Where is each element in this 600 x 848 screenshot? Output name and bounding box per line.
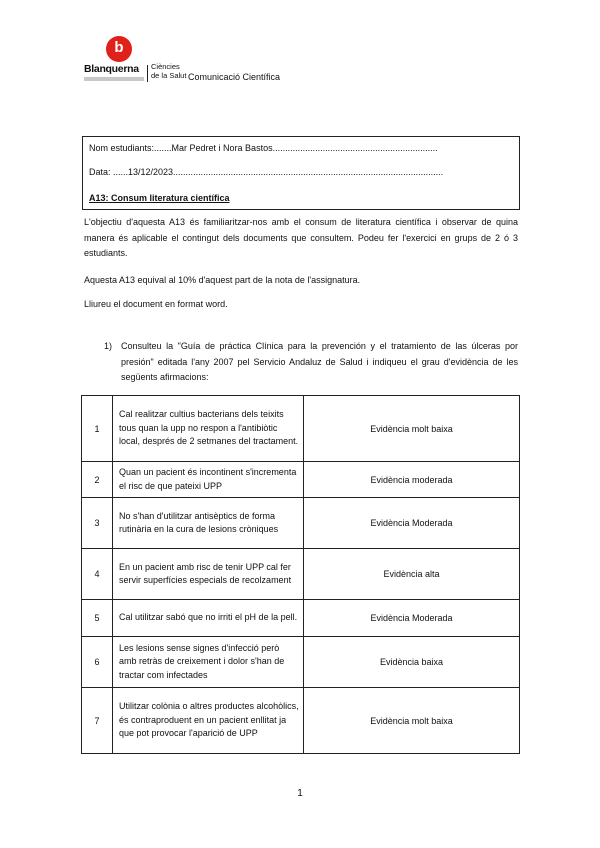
header-divider [147,65,148,82]
row-number: 2 [82,462,113,498]
row-evidence: Evidència Moderada [304,600,520,637]
row-evidence: Evidència molt baixa [304,396,520,462]
table-row [82,637,520,688]
intro-paragraph: L'objectiu d'aquesta A13 és familiaritzar-nos amb el consum de literatura científica i observar de quina manera és aplicable el contingut dels documents que consultem. Podeu fer l'exercici en grups de 2 ó 3 estudiants. [84,217,518,258]
table-row [82,462,520,498]
brand-subline [84,77,144,81]
row-evidence: Evidència Moderada [304,498,520,549]
row-number: 4 [82,549,113,600]
date-field: Data: ......13/12/2023............................................................................................................ [89,167,444,177]
faculty-name [151,63,186,80]
row-statement: Quan un pacient és incontinent s'incrementa el risc de que pateixi UPP [113,462,304,498]
students-field: Nom estudiants:.......Mar Pedret i Nora Bastos.................................................................. [89,143,438,153]
row-number: 3 [82,498,113,549]
student-info-box [82,136,520,210]
row-evidence: Evidència moderada [304,462,520,498]
row-number: 7 [82,688,113,754]
row-evidence: Evidència baixa [304,637,520,688]
faculty-line1: Ciències [151,62,180,71]
logo-letter: b [114,39,124,56]
activity-title: A13: Consum literatura científica [89,193,230,203]
row-statement: Cal realitzar cultius bacterians dels teixits tous quan la upp no respon a l'antibiòtic local, després de 2 setmanes del tractament. [113,396,304,462]
row-number: 6 [82,637,113,688]
blanquerna-logo-icon [106,36,132,62]
table-row [82,688,520,754]
question-text: Consulteu la "Guía de práctica Clínica para la prevención y el tratamiento de las úlceras por presión" editada l'any 2007 pel Servicio Andaluz de Salud i indiqueu el grau d'evidència de les següents afirmacions: [121,341,518,382]
question-number: 1) [104,341,113,351]
row-statement: Utilitzar colònia o altres productes alcohòlics, és contraproduent en un pacient enllitat ja que pot provocar l'aparició de UPP [113,688,304,754]
row-statement: No s'han d'utilitzar antisèptics de forma rutinària en la cura de lesions cròniques [113,498,304,549]
row-statement: Les lesions sense signes d'infecció però amb retràs de creixement i dolor s'han de tractar com infectades [113,637,304,688]
row-number: 5 [82,600,113,637]
grade-paragraph: Aquesta A13 equival al 10% d'aquest part de la nota de l'assignatura. [84,275,361,285]
table-row [82,396,520,462]
table-row [82,498,520,549]
page-number: 1 [297,788,303,799]
header-logo [84,36,344,86]
table-row [82,549,520,600]
row-number: 1 [82,396,113,462]
row-statement: Cal utilitzar sabó que no irriti el pH de la pell. [113,600,304,637]
department-name: Comunicació Científica [188,72,281,82]
faculty-line2: de la Salut [151,70,187,80]
row-evidence: Evidència alta [304,549,520,600]
table-row [82,600,520,637]
delivery-paragraph: Lliureu el document en format word. [84,299,228,309]
evidence-table [81,395,520,754]
row-evidence: Evidència molt baixa [304,688,520,754]
row-statement: En un pacient amb risc de tenir UPP cal fer servir superfícies especials de recolzament [113,549,304,600]
brand-name: Blanquerna [84,63,139,75]
